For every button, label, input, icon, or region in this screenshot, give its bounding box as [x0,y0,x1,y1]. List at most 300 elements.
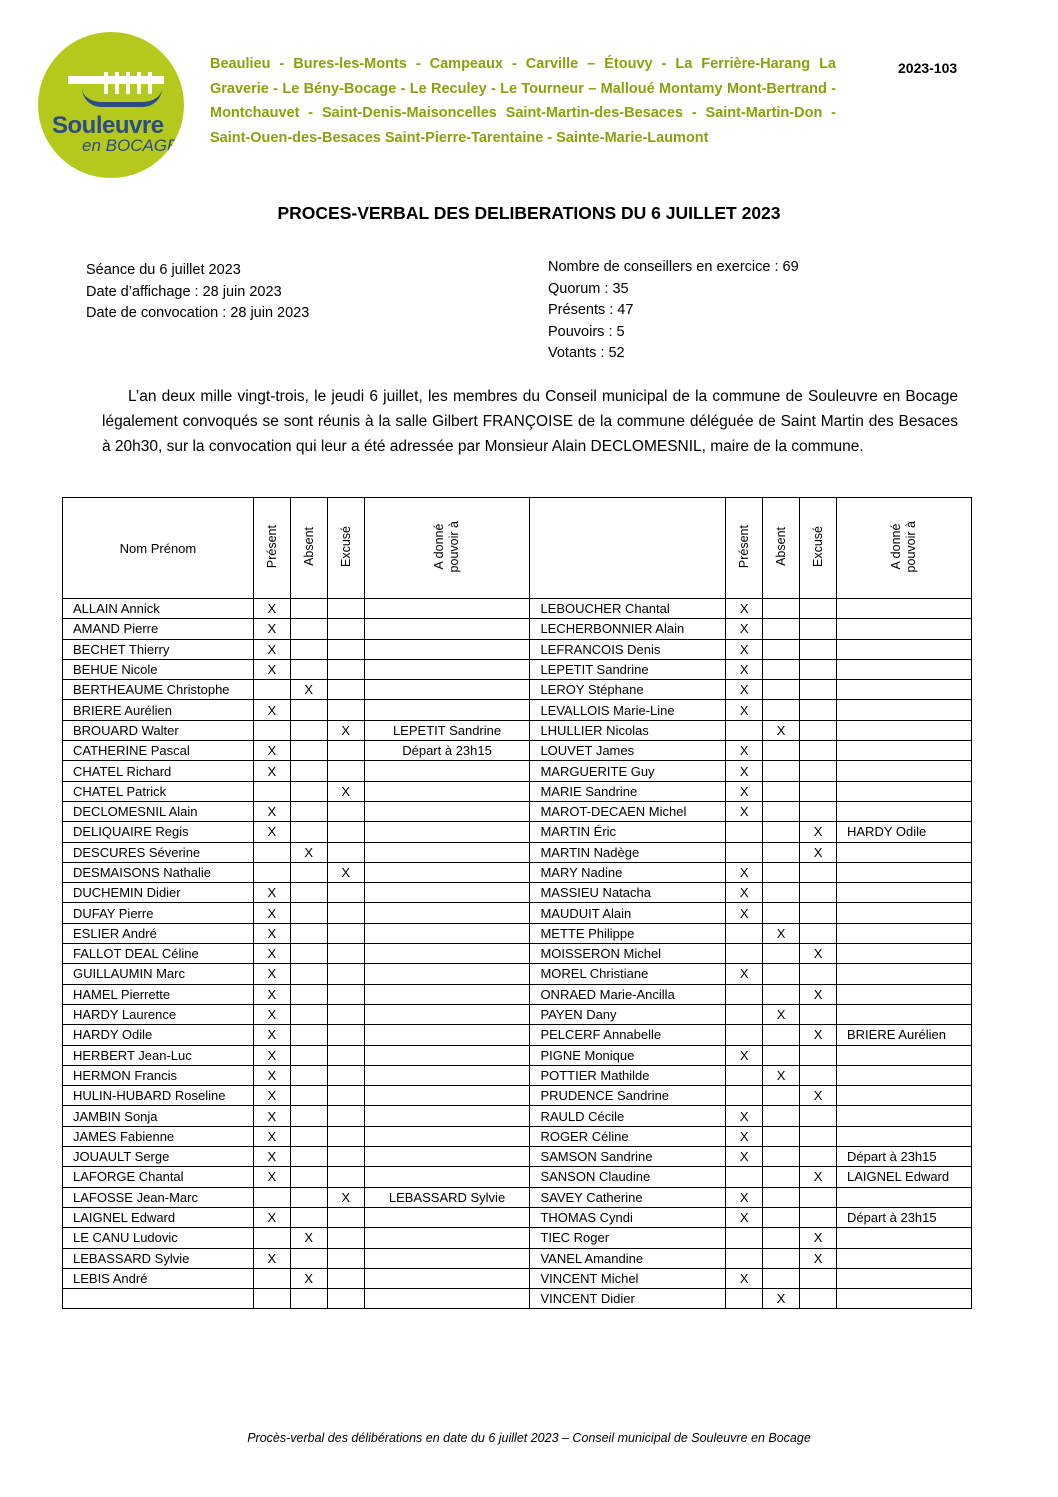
excused-mark [800,1004,837,1024]
proxy-holder [837,1248,972,1268]
member-name: LECHERBONNIER Alain [530,619,726,639]
table-row [63,1086,972,1106]
present-mark: X [253,923,290,943]
member-name: SAVEY Catherine [530,1187,726,1207]
logo-name: Souleuvre [52,112,164,139]
absent-mark [763,984,800,1004]
absent-mark [290,903,327,923]
header-absent: Absent [290,498,327,599]
present-mark: X [726,1045,763,1065]
absent-mark: X [290,842,327,862]
proxy-holder [837,761,972,781]
proxy-holder [837,842,972,862]
header-name-right [530,498,726,599]
proxy-holder [364,781,530,801]
excused-mark: X [327,781,364,801]
table-row [63,1268,972,1288]
absent-mark [763,842,800,862]
proxy-holder [364,1228,530,1248]
absent-mark [763,639,800,659]
absent-mark: X [763,1065,800,1085]
member-name: LAFORGE Chantal [63,1167,254,1187]
absent-mark [290,1086,327,1106]
excused-mark [327,680,364,700]
present-mark: X [253,1004,290,1024]
present-mark [726,984,763,1004]
absent-mark [290,1167,327,1187]
table-row [63,680,972,700]
absent-mark: X [763,1004,800,1024]
proxy-holder [837,1228,972,1248]
proxy-holder [364,842,530,862]
present-mark: X [726,781,763,801]
proxy-holder [837,1106,972,1126]
present-mark: X [253,1207,290,1227]
present-mark: X [726,700,763,720]
member-name: MARIE Sandrine [530,781,726,801]
proxy-holder [364,822,530,842]
table-row [63,944,972,964]
excused-mark [327,599,364,619]
logo-subtitle: en BOCAGE [82,136,179,155]
table-row [63,984,972,1004]
excused-mark [327,659,364,679]
excused-mark [327,1045,364,1065]
excused-mark [800,1268,837,1288]
proxy-holder [837,680,972,700]
table-row [63,1167,972,1187]
table-row [63,1187,972,1207]
absent-mark [290,1248,327,1268]
member-name [63,1289,254,1309]
proxy-holder [364,1086,530,1106]
present-mark [726,1086,763,1106]
table-row [63,1045,972,1065]
proxy-holder [364,984,530,1004]
absent-mark [763,1045,800,1065]
excused-mark [800,1289,837,1309]
proxy-holder [364,1065,530,1085]
table-row [63,1126,972,1146]
present-mark: X [253,619,290,639]
member-name: MOISSERON Michel [530,944,726,964]
voters-count: Votants : 52 [548,345,625,361]
proxy-holder [364,1106,530,1126]
table-row [63,1106,972,1126]
member-name: JAMBIN Sonja [63,1106,254,1126]
absent-mark [290,822,327,842]
absent-mark [763,619,800,639]
excused-mark [800,964,837,984]
member-name: TIEC Roger [530,1228,726,1248]
proxy-holder [837,1126,972,1146]
present-mark [253,1289,290,1309]
table-row [63,903,972,923]
present-mark [253,862,290,882]
proxy-holder [837,964,972,984]
absent-mark [290,1126,327,1146]
member-name: LOUVET James [530,741,726,761]
excused-mark [327,964,364,984]
present-mark [726,1004,763,1024]
member-name: DELIQUAIRE Regis [63,822,254,842]
table-row [63,964,972,984]
proxy-holder [364,1289,530,1309]
table-row [63,1004,972,1024]
member-name: DESCURES Séverine [63,842,254,862]
present-mark: X [726,1187,763,1207]
present-mark [726,1289,763,1309]
excused-mark [327,1228,364,1248]
absent-mark [290,964,327,984]
excused-mark [327,639,364,659]
present-mark: X [726,639,763,659]
present-mark: X [253,964,290,984]
excused-mark [800,741,837,761]
absent-mark [763,1248,800,1268]
absent-mark [290,700,327,720]
member-name: AMAND Pierre [63,619,254,639]
absent-mark [763,741,800,761]
present-mark: X [726,619,763,639]
present-mark [253,680,290,700]
present-mark [253,1187,290,1207]
table-row [63,720,972,740]
proxy-holder [364,659,530,679]
proxy-holder [364,801,530,821]
absent-mark: X [763,1289,800,1309]
excused-mark [327,984,364,1004]
proxy-holder [364,964,530,984]
absent-mark [763,781,800,801]
excused-mark [800,883,837,903]
excused-mark [800,781,837,801]
header-present: Présent [253,498,290,599]
absent-mark [763,761,800,781]
member-name: LE CANU Ludovic [63,1228,254,1248]
absent-mark [763,1106,800,1126]
proxy-holder [837,1045,972,1065]
present-mark: X [253,944,290,964]
councillors-count: Nombre de conseillers en exercice : 69 [548,259,799,275]
table-row [63,1228,972,1248]
present-mark [726,944,763,964]
member-name: ROGER Céline [530,1126,726,1146]
excused-mark [327,822,364,842]
excused-mark [327,1086,364,1106]
excused-mark: X [327,1187,364,1207]
present-mark: X [726,761,763,781]
member-name: LHULLIER Nicolas [530,720,726,740]
present-mark: X [726,801,763,821]
proxy-holder [837,1268,972,1288]
council-counts [548,257,799,365]
absent-mark [763,1228,800,1248]
member-name: POTTIER Mathilde [530,1065,726,1085]
absent-mark [763,801,800,821]
absent-mark [290,741,327,761]
page-footer: Procès-verbal des délibérations en date du 6 juillet 2023 – Conseil municipal de Souleuvre en Bocage [247,1431,811,1445]
excused-mark [800,700,837,720]
member-name: MARTIN Nadège [530,842,726,862]
member-name: ALLAIN Annick [63,599,254,619]
present-mark: X [726,1207,763,1227]
excused-mark [800,1106,837,1126]
excused-mark [800,599,837,619]
absent-mark: X [290,1228,327,1248]
proxy-holder [364,862,530,882]
present-mark [726,720,763,740]
proxy-holder [364,1167,530,1187]
present-mark: X [726,599,763,619]
table-row [63,781,972,801]
member-name: HULIN-HUBARD Roseline [63,1086,254,1106]
present-mark: X [253,1126,290,1146]
proxy-holder [837,1004,972,1024]
document-reference: 2023-103 [898,60,958,76]
absent-mark [290,761,327,781]
member-name: HERMON Francis [63,1065,254,1085]
present-mark [253,842,290,862]
absent-mark [290,619,327,639]
proxy-holder [364,923,530,943]
excused-mark [800,1065,837,1085]
present-mark [726,822,763,842]
excused-mark [800,1126,837,1146]
member-name: ESLIER André [63,923,254,943]
absent-mark [290,781,327,801]
present-mark: X [253,1147,290,1167]
member-name: SAMSON Sandrine [530,1147,726,1167]
member-name: HARDY Odile [63,1025,254,1045]
proxy-holder [364,1025,530,1045]
table-row [63,619,972,639]
present-mark: X [726,659,763,679]
proxy-holder [837,1086,972,1106]
excused-mark [800,1045,837,1065]
absent-mark [290,1187,327,1207]
excused-mark: X [800,1248,837,1268]
present-mark: X [253,1248,290,1268]
excused-mark [327,619,364,639]
absent-mark [763,599,800,619]
absent-mark [290,1207,327,1227]
excused-mark [327,761,364,781]
absent-mark [763,1086,800,1106]
present-mark: X [726,1106,763,1126]
page-title: PROCES-VERBAL DES DELIBERATIONS DU 6 JUILLET 2023 [277,203,781,223]
present-mark: X [253,1025,290,1045]
member-name: VINCENT Didier [530,1289,726,1309]
proxy-holder [364,1045,530,1065]
present-mark [726,1228,763,1248]
souleuvre-logo [38,32,184,178]
excused-mark [800,1147,837,1167]
excused-mark [800,1207,837,1227]
absent-mark [290,1004,327,1024]
absent-mark: X [290,680,327,700]
meeting-dates [86,260,309,325]
present-mark: X [253,761,290,781]
present-mark: X [253,883,290,903]
present-mark: X [726,862,763,882]
proxy-holder [837,903,972,923]
member-name: LEFRANCOIS Denis [530,639,726,659]
proxy-holder: LAIGNEL Edward [837,1167,972,1187]
present-mark: X [726,680,763,700]
excused-mark: X [327,720,364,740]
proxy-holder [364,1147,530,1167]
member-name: PRUDENCE Sandrine [530,1086,726,1106]
present-count: Présents : 47 [548,302,634,318]
member-name: BECHET Thierry [63,639,254,659]
member-name: ONRAED Marie-Ancilla [530,984,726,1004]
absent-mark [763,964,800,984]
proxy-holder [837,1187,972,1207]
excused-mark [327,1126,364,1146]
proxy-holder: Départ à 23h15 [837,1147,972,1167]
absent-mark [763,1207,800,1227]
proxy-holder [837,883,972,903]
member-name: MASSIEU Natacha [530,883,726,903]
proxy-holder [364,761,530,781]
excused-mark [327,1025,364,1045]
proxy-holder: BRIERE Aurélien [837,1025,972,1045]
absent-mark [290,1025,327,1045]
proxy-holder [837,741,972,761]
absent-mark [290,801,327,821]
member-name: PAYEN Dany [530,1004,726,1024]
proxy-holder: Départ à 23h15 [364,741,530,761]
absent-mark [763,1268,800,1288]
absent-mark: X [763,923,800,943]
present-mark: X [726,883,763,903]
present-mark: X [253,822,290,842]
absent-mark: X [290,1268,327,1288]
present-mark: X [726,1126,763,1146]
member-name: LEBASSARD Sylvie [63,1248,254,1268]
member-name: LEVALLOIS Marie-Line [530,700,726,720]
proxy-holder: Départ à 23h15 [837,1207,972,1227]
member-name: LAIGNEL Edward [63,1207,254,1227]
present-mark: X [253,1086,290,1106]
present-mark: X [253,700,290,720]
excused-mark [800,801,837,821]
excused-mark [327,801,364,821]
present-mark: X [253,599,290,619]
excused-mark [327,1248,364,1268]
present-mark: X [726,964,763,984]
absent-mark [290,720,327,740]
communes-list: Beaulieu - Bures-les-Monts - Campeaux - Carville – Étouvy - La Ferrière-Harang La Graverie - Le Bény-Bocage - Le Reculey - Le Tourneur – Malloué Montamy Mont-Bertrand - Montchauvet - Saint-Denis-Maisoncelles Saint-Martin-des-Besaces - Saint-Martin-Don - Saint-Ouen-des-Besaces Saint-Pierre-Tarentaine - Sainte-Marie-Laumont [210,56,836,146]
header-name: Nom Prénom [63,498,254,599]
present-mark: X [253,639,290,659]
header-absent-right: Absent [763,498,800,599]
present-mark [253,720,290,740]
table-row [63,741,972,761]
present-mark: X [726,903,763,923]
excused-mark [327,903,364,923]
table-row [63,1248,972,1268]
proxy-holder [837,862,972,882]
absent-mark [290,883,327,903]
present-mark: X [253,741,290,761]
member-name: LAFOSSE Jean-Marc [63,1187,254,1207]
proxy-count: Pouvoirs : 5 [548,323,625,340]
excused-mark [800,680,837,700]
absent-mark [290,1106,327,1126]
present-mark: X [253,1045,290,1065]
header-proxy-right: A donné pouvoir à [837,498,972,599]
member-name: LEBIS André [63,1268,254,1288]
member-name: CHATEL Patrick [63,781,254,801]
member-name: BEHUE Nicole [63,659,254,679]
excused-mark: X [800,1025,837,1045]
member-name: MOREL Christiane [530,964,726,984]
member-name: VANEL Amandine [530,1248,726,1268]
table-row [63,842,972,862]
excused-mark: X [800,1086,837,1106]
present-mark [726,923,763,943]
absent-mark [290,639,327,659]
proxy-holder [364,944,530,964]
header-excused-right: Excusé [800,498,837,599]
excused-mark [800,659,837,679]
excused-mark [800,639,837,659]
present-mark [726,1025,763,1045]
excused-mark [327,1004,364,1024]
absent-mark [290,659,327,679]
proxy-holder: LEPETIT Sandrine [364,720,530,740]
present-mark [726,1248,763,1268]
proxy-holder [837,801,972,821]
member-name: DUCHEMIN Didier [63,883,254,903]
excused-mark [327,1268,364,1288]
proxy-holder [837,1289,972,1309]
present-mark: X [726,741,763,761]
absent-mark [290,1289,327,1309]
quorum: Quorum : 35 [548,280,629,297]
member-name: PELCERF Annabelle [530,1025,726,1045]
excused-mark: X [800,944,837,964]
member-name: BROUARD Walter [63,720,254,740]
header-proxy: A donné pouvoir à [364,498,530,599]
intro-paragraph [102,384,958,459]
absent-mark [763,1147,800,1167]
proxy-holder [837,619,972,639]
excused-mark [327,700,364,720]
excused-mark: X [800,822,837,842]
absent-mark [290,984,327,1004]
absent-mark [290,1045,327,1065]
table-row [63,1289,972,1309]
absent-mark [763,1187,800,1207]
absent-mark [290,862,327,882]
present-mark: X [253,659,290,679]
absent-mark [763,659,800,679]
absent-mark [290,944,327,964]
member-name: PIGNE Monique [530,1045,726,1065]
absent-mark [290,1065,327,1085]
member-name: MARGUERITE Guy [530,761,726,781]
table-row [63,923,972,943]
absent-mark [290,923,327,943]
absent-mark [763,1167,800,1187]
table-row [63,801,972,821]
excused-mark [327,1147,364,1167]
present-mark: X [253,1167,290,1187]
member-name: SANSON Claudine [530,1167,726,1187]
